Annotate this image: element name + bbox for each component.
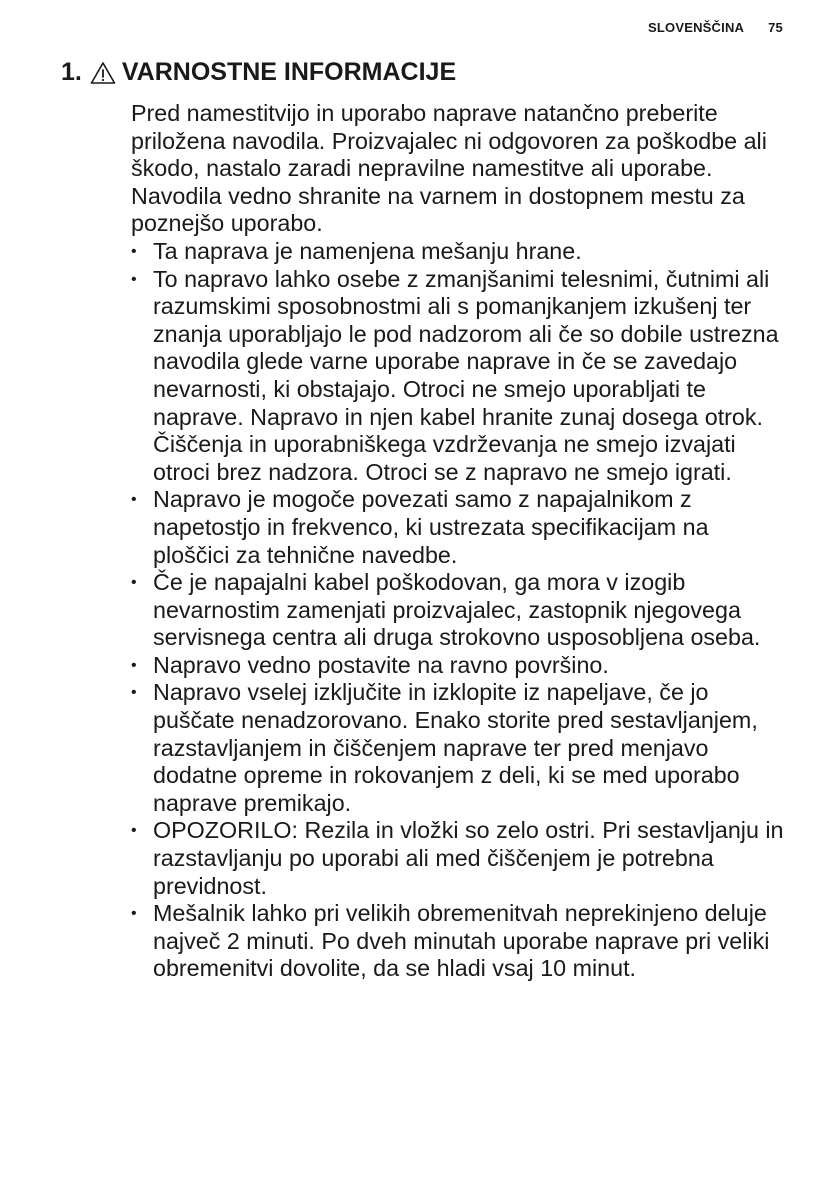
section-title-text: VARNOSTNE INFORMACIJE [121, 58, 457, 86]
bullet-dot: • [131, 905, 137, 923]
list-item-text: Napravo vselej izključite in izklopite iz napeljave, če jo puščate nenadzorovano. Enako storite pred sestavljanjem, razstavljanjem in čiščenjem naprave ter pred menjavo dodatne opreme in rokovanjem z deli, ki se med uporabo naprave premikajo. [153, 679, 758, 816]
list-item-text: To napravo lahko osebe z zmanjšanimi telesnimi, čutnimi ali razumskimi sposobnostmi ali s pomanjkanjem izkušenj ter znanja uporabljajo le pod nadzorom ali če so dobile ustrezna navodila glede varne uporabe naprave in če se zavedajo nevarnosti, ki obstajajo. Otroci ne smejo uporabljati te naprave. Napravo in njen kabel hranite zunaj dosega otrok. Čiščenja in uporabniškega vzdrževanja ne smejo izvajati otroci brez nadzora. Otroci se z napravo ne smejo igrati. [153, 265, 779, 485]
list-item [131, 569, 791, 652]
warning-triangle-icon [90, 61, 116, 85]
section-title [61, 58, 456, 87]
list-item-text: OPOZORILO: Rezila in vložki so zelo ostri. Pri sestavljanju in razstavljanju po uporabi ali med čiščenjem je potrebna previdnost. [153, 817, 784, 899]
list-item-text: Napravo je mogoče povezati samo z napajalnikom z napetostjo in frekvenco, ki ustrezata specifikacijam na ploščici za tehnične navedbe. [153, 486, 709, 568]
page-number: 75 [768, 20, 783, 35]
safety-list [131, 238, 791, 983]
list-item [131, 900, 791, 983]
list-item [131, 266, 791, 487]
safety-content [131, 100, 791, 983]
bullet-dot: • [131, 242, 137, 260]
section-number: 1. [61, 58, 82, 86]
list-item [131, 238, 791, 266]
list-item-text: Če je napajalni kabel poškodovan, ga mora v izogib nevarnostim zamenjati proizvajalec, zastopnik njegovega servisnega centra ali druga strokovno usposobljena oseba. [153, 569, 761, 651]
bullet-dot: • [131, 270, 137, 288]
bullet-dot: • [131, 574, 137, 592]
list-item [131, 652, 791, 680]
list-item-text: Napravo vedno postavite na ravno površino. [153, 651, 609, 678]
list-item [131, 817, 791, 900]
list-item-text: Mešalnik lahko pri velikih obremenitvah neprekinjeno deluje največ 2 minuti. Po dveh minutah uporabe naprave pri veliki obremenitvi dovolite, da se hladi vsaj 10 minut. [153, 900, 770, 982]
bullet-dot: • [131, 684, 137, 702]
list-item-text: Ta naprava je namenjena mešanju hrane. [153, 237, 582, 264]
bullet-dot: • [131, 491, 137, 509]
bullet-dot: • [131, 656, 137, 674]
list-item [131, 679, 791, 817]
intro-paragraph: Pred namestitvijo in uporabo naprave natančno preberite priložena navodila. Proizvajalec ni odgovoren za poškodbe ali škodo, nastalo zaradi nepravilne namestitve ali uporabe. Navodila vedno shranite na varnem in dostopnem mestu za poznejšo uporabo. [131, 100, 767, 237]
page-header [648, 20, 783, 35]
bullet-dot: • [131, 822, 137, 840]
header-language: SLOVENŠČINA [648, 20, 745, 35]
list-item [131, 486, 791, 569]
